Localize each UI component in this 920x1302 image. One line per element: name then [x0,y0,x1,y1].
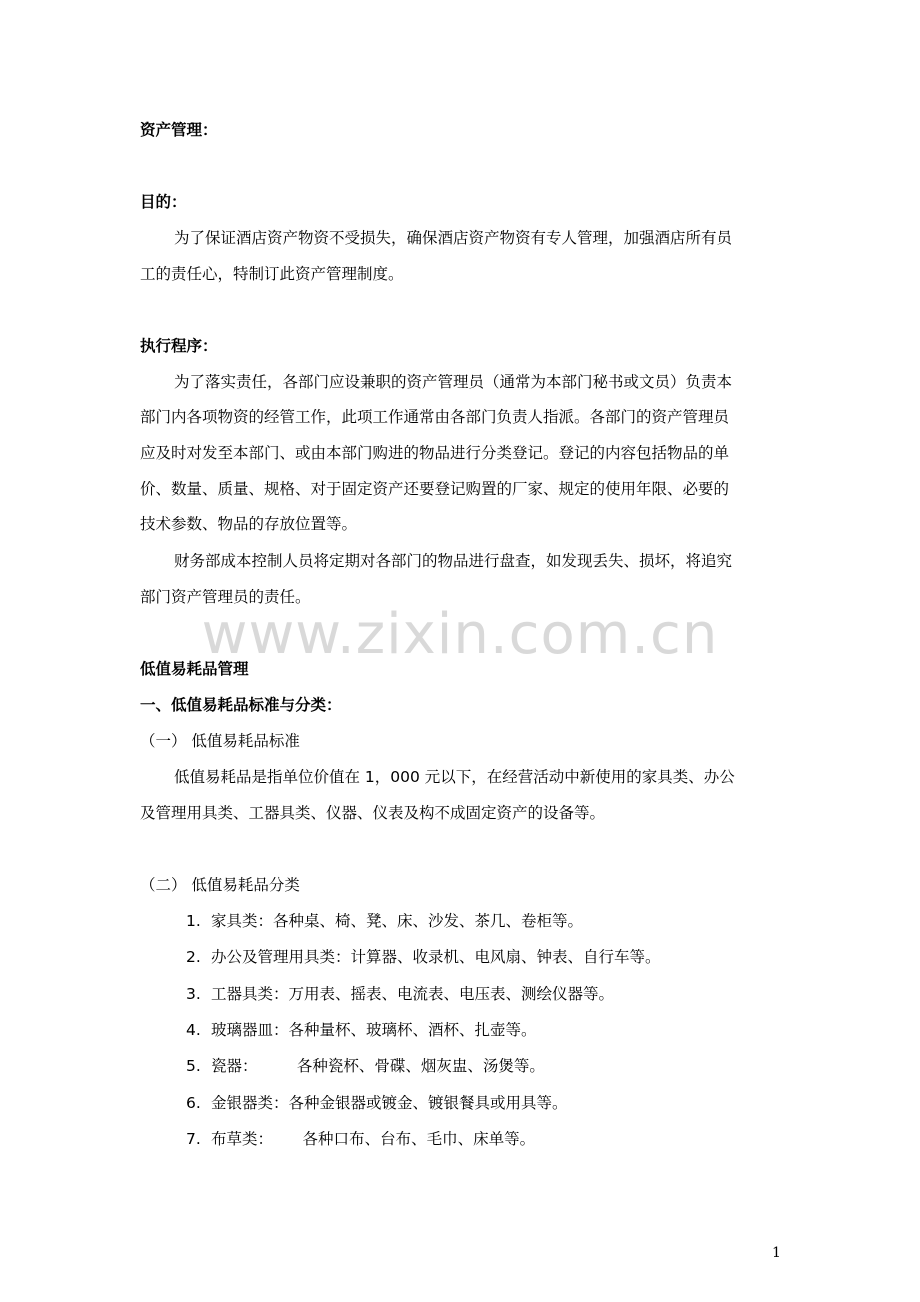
purpose-heading: 目的： [140,193,187,211]
list-item [0,947,920,967]
procedure-p2-line-1: 财务部成本控制人员将定期对各部门的物品进行盘查，如发现丢失、损坏，将追究 [174,552,733,570]
doc-title: 资产管理： [140,121,218,139]
procedure-p1-line-5: 技术参数、物品的存放位置等。 [140,515,358,533]
list-item-number: 7. [186,1130,201,1148]
list-item [0,911,920,931]
procedure-p2-line-2: 部门资产管理员的责任。 [140,588,311,606]
list-item [0,1020,920,1040]
list-item-text: 办公及管理用具类：计算器、收录机、电风扇、钟表、自行车等。 [211,948,661,966]
list-item-text: 瓷器： 各种瓷杯、骨碟、烟灰盅、汤煲等。 [211,1057,545,1075]
procedure-heading: 执行程序： [140,337,218,355]
list-item-text: 布草类： 各种口布、台布、毛巾、床单等。 [211,1130,536,1148]
list-item [0,1129,920,1149]
list-item-text: 玻璃器皿：各种量杯、玻璃杯、酒杯、扎壶等。 [211,1021,537,1039]
list-item [0,1093,920,1113]
page-number: 1 [772,1245,781,1261]
list-item-number: 4. [186,1021,201,1039]
sub1-heading: （一） 低值易耗品标准 [140,732,300,750]
watermark: www.zixin.com.cn [201,602,719,667]
list-item [0,1056,920,1076]
purpose-line-2: 工的责任心，特制订此资产管理制度。 [140,265,404,283]
low-value-heading: 低值易耗品管理 [140,660,249,678]
list-item-text: 金银器类：各种金银器或镀金、镀银餐具或用具等。 [211,1094,568,1112]
procedure-p1-line-1: 为了落实责任，各部门应设兼职的资产管理员（通常为本部门秘书或文员）负责本 [174,373,733,391]
section1-heading: 一、低值易耗品标准与分类： [140,696,342,714]
list-item-text: 工器具类：万用表、摇表、电流表、电压表、测绘仪器等。 [211,985,615,1003]
procedure-p1-line-3: 应及时对发至本部门、或由本部门购进的物品进行分类登记。登记的内容包括物品的单 [140,444,730,462]
list-item-number: 1. [186,912,201,930]
list-item-number: 5. [186,1057,201,1075]
list-item-number: 2. [186,948,201,966]
list-item-text: 家具类：各种桌、椅、凳、床、沙发、茶几、卷柜等。 [211,912,584,930]
procedure-p1-line-4: 价、数量、质量、规格、对于固定资产还要登记购置的厂家、规定的使用年限、必要的 [140,480,730,498]
procedure-p1-line-2: 部门内各项物资的经管工作，此项工作通常由各部门负责人指派。各部门的资产管理员 [140,408,730,426]
sub1-line-2: 及管理用具类、工器具类、仪器、仪表及构不成固定资产的设备等。 [140,804,606,822]
list-item [0,984,920,1004]
list-item-number: 6. [186,1094,201,1112]
purpose-line-1: 为了保证酒店资产物资不受损失，确保酒店资产物资有专人管理，加强酒店所有员 [174,229,733,247]
sub2-heading: （二） 低值易耗品分类 [140,876,300,894]
sub1-line-1: 低值易耗品是指单位价值在 1，000 元以下，在经营活动中新使用的家具类、办公 [174,768,735,786]
list-item-number: 3. [186,985,201,1003]
